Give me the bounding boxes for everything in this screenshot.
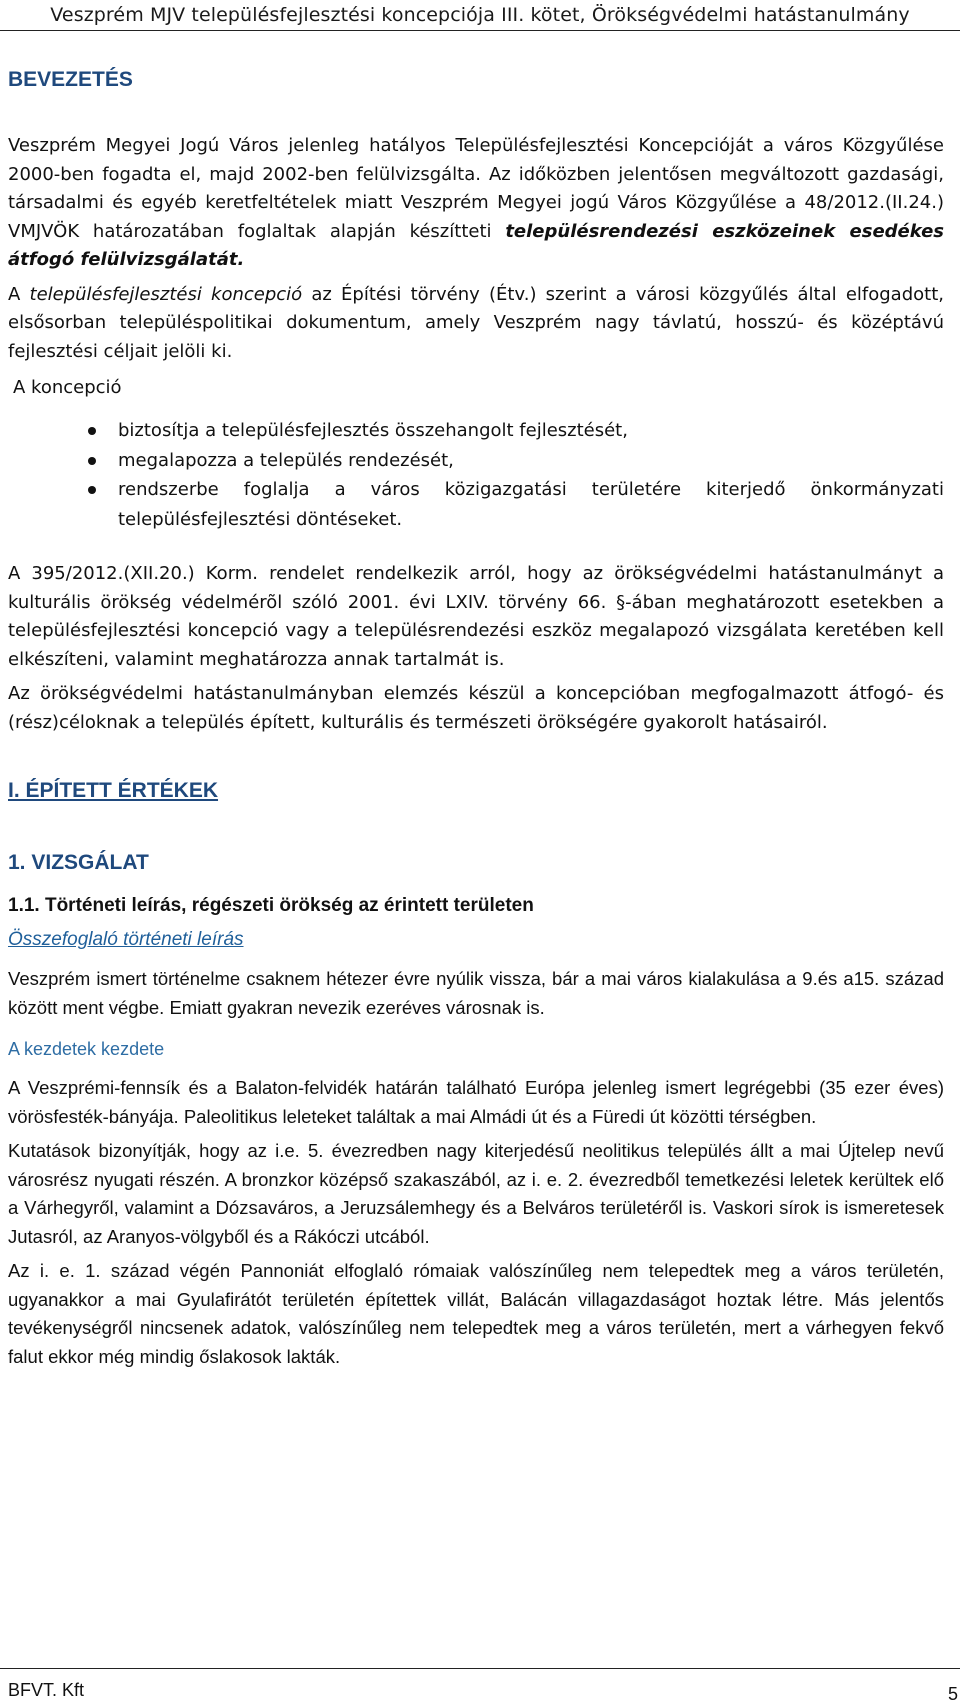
bullet-icon (88, 486, 96, 494)
intro-paragraph-2 (8, 281, 944, 367)
summary-heading: Összefoglaló történeti leírás (8, 929, 244, 950)
footer-company: BFVT. Kft (8, 1680, 85, 1700)
intro-paragraph-1-text: Veszprém Megyei Jogú Város jelenleg hatályos Településfejlesztési Koncepcióját a város Közgyűlése 2000-ben fogadta el, majd 2002-ben felülvizsgálta. Az időközben jelentősen megváltozott gazdasági, társadalmi és egyéb keretfeltételek miatt Veszprém Megyei jogú Város Közgyűlése a 48/2012.(II.24.) VMJVÖK határozatában foglaltak alapján készítteti (8, 135, 944, 242)
list-item: biztosítja a településfejlesztés összehangolt fejlesztését, (8, 416, 944, 446)
subsection-title: 1.1. Történeti leírás, régészeti örökség az érintett területen (8, 895, 534, 916)
intro-paragraph-1 (8, 132, 944, 275)
page-number: 5 (947, 1684, 958, 1704)
bullet-icon (88, 427, 96, 435)
kezdetek-heading: A kezdetek kezdete (8, 1039, 165, 1059)
summary-paragraph: Veszprém ismert történelme csaknem hétezer évre nyúlik vissza, bár a mai város kialakulása a 9.és a15. század között ment végbe. Emiatt gyakran nevezik ezeréves városnak is. (8, 968, 944, 1018)
koncepcio-label: A koncepció (13, 377, 122, 398)
bullet-icon (88, 457, 96, 465)
kezdetek-paragraph-3: Az i. e. 1. század végén Pannoniát elfoglaló rómaiak valószínűleg nem telepedtek meg a város területén, ugyanakkor a mai Gyulafirátót területén építettek villát, Balácán villagazdaságot hoztak létre. Más jelentős tevékenységről nincsenek adatok, valószínűleg nem telepedtek meg a város területén, mert a várhegyen fekvő falut ekkor még mindig őslakosok lakták. (8, 1260, 944, 1367)
list-item: rendszerbe foglalja a város közigazgatási területére kiterjedő önkormányzati településfejlesztési döntéseket. (8, 475, 944, 534)
list-item: megalapozza a település rendezését, (8, 446, 944, 476)
kezdetek-paragraph-2: Kutatások bizonyítják, hogy az i.e. 5. évezredben nagy kiterjedésű neolitikus település állt a mai Újtelep nevű városrész nyugati részén. A bronzkor középső szakaszából, az i. e. 2. évezredből temetkezési leletek kerültek elő a Várhegyről, valamint a Dózsaváros, a Jeruzsálemhegy és a Belváros területéről is. Vaskori sírok is ismeretesek Jutasról, az Aranyos-völgyből és a Rákóczi utcából. (8, 1140, 944, 1247)
intro-paragraph-2-text: az Építési törvény (Étv.) szerint a városi közgyűlés által elfogadott, elsősorban településpolitikai dokumentum, amely Veszprém nagy távlatú, hosszú- és középtávú fejlesztési céljait jelöli ki. (8, 283, 944, 362)
koncepcio-bullet-list (8, 416, 944, 534)
section-title: 1. VIZSGÁLAT (8, 851, 149, 874)
chapter-title: I. ÉPÍTETT ÉRTÉKEK (8, 779, 219, 802)
intro-paragraph-4: Az örökségvédelmi hatástanulmányban elemzés készül a koncepcióban megfogalmazott átfogó- és (rész)céloknak a település épített, kulturális és természeti örökségére gyakorolt hatásairól. (8, 683, 944, 733)
intro-paragraph-2-lead: A (8, 283, 30, 305)
intro-heading: BEVEZETÉS (8, 68, 133, 91)
kezdetek-paragraph-1: A Veszprémi-fennsík és a Balaton-felvidék határán található Európa jelenleg ismert legrégebbi (35 ezer éves) vörösfesték-bányája. Paleolitikus leleteket találtak a mai Almádi út és a Füredi út közötti térségben. (8, 1077, 944, 1127)
intro-paragraph-2-italic: településfejlesztési koncepció (29, 283, 303, 305)
page-content (8, 66, 944, 1371)
intro-paragraph-1-emphasis: településrendezési eszközeinek esedékes átfogó felülvizsgálatát. (8, 220, 944, 270)
running-header: Veszprém MJV településfejlesztési koncepciója III. kötet, Örökségvédelmi hatástanulmány (0, 0, 960, 31)
footer-divider (0, 1668, 960, 1669)
intro-paragraph-3: A 395/2012.(XII.20.) Korm. rendelet rendelkezik arról, hogy az örökségvédelmi hatástanulmányt a kulturális örökség védelmérõl szóló 2001. évi LXIV. törvény 66. §-ában meghatározott esetekben a településfejlesztési koncepció vagy a településrendezési eszköz megalapozó vizsgálata keretében kell elkészíteni, valamint meghatározza annak tartalmát is. (8, 563, 944, 670)
